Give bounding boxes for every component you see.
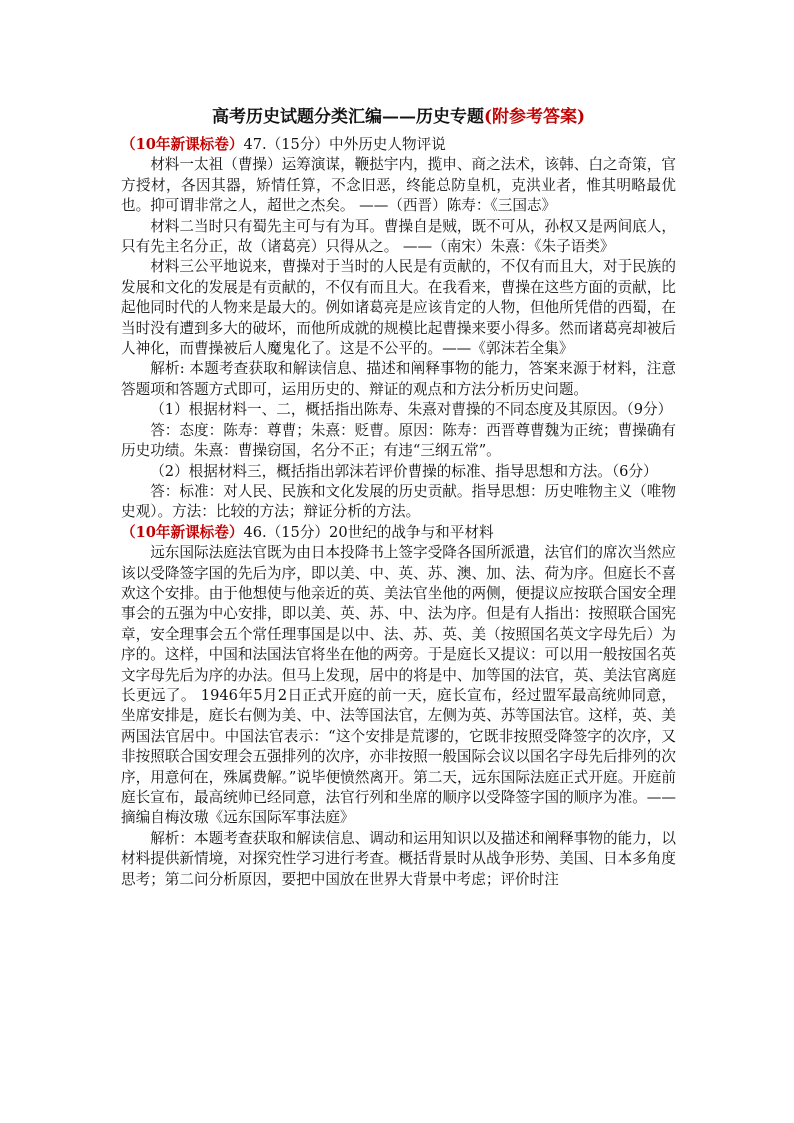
q1-source-tag: （10年新课标卷） — [121, 136, 244, 153]
q1-sub1-answer: 答：态度：陈寿：尊曹；朱熹：贬曹。原因：陈寿：西晋尊曹魏为正统；曹操确有历史功绩。朱熹：曹操窃国，名分不正；有违“三纲五常”。 — [121, 421, 676, 460]
q1-sub2-question: （2）根据材料三，概括指出郭沫若评价曹操的标准、指导思想和方法。（6分） — [150, 462, 658, 480]
q1-sub1-question: （1）根据材料一、二，概括指出陈寿、朱熹对曹操的不同态度及其原因。（9分） — [150, 401, 673, 419]
q1-header-text: 47.（15分）中外历史人物评说 — [243, 136, 446, 153]
q1-material1: 材料一太祖（曹操）运筹演谋，鞭挞宇内，揽申、商之法术，该韩、白之奇策，官方授材，各因其器，矫情任算，不念旧恶，终能总防皇机，克洪业者，惟其明略最优也。抑可谓非常之人，超世之杰矣。 ——（西晋）陈寿：《三国志》 — [121, 156, 676, 215]
document-title — [121, 105, 676, 129]
title-accent: (附参考答案) — [483, 107, 586, 127]
document-page — [121, 105, 676, 890]
q2-analysis: 解析：本题考查获取和解读信息、调动和运用知识以及描述和阐释事物的能力，以材料提供新情境，对探究性学习进行考查。概括背景时从战争形势、美国、日本多角度思考；第二问分析原因，要把中国放在世界大背景中考虑；评价时注 — [121, 829, 676, 888]
q1-sub2-answer: 答：标准：对人民、民族和文化发展的历史贡献。指导思想：历史唯物主义（唯物史观）。方法：比较的方法；辩证分析的方法。 — [121, 482, 676, 521]
q1-analysis: 解析: 本题考查获取和解读信息、描述和阐释事物的能力，答案来源于材料，注意答题项和答题方式即可，运用历史的、辩证的观点和方法分析历史问题。 — [121, 360, 676, 398]
q1-header — [121, 135, 676, 155]
q2-header — [121, 523, 676, 543]
q2-material: 远东国际法庭法官既为由日本投降书上签字受降各国所派遣，法官们的席次当然应该以受降签字国的先后为序，即以美、中、英、苏、澳、加、法、荷为序。但庭长不喜欢这个安排。由于他想使与他亲近的英、美法官坐他的两侧，便提议应按联合国安全理事会的五强为中心安排，即以美、英、苏、中、法为序。但是有人指出：按照联合国宪章，安全理事会五个常任理事国是以中、法、苏、英、美（按照国名英文字母先后）为序的。这样，中国和法国法官将坐在他的两旁。于是庭长又提议：可以用一般按国名英文字母先后为序的办法。但马上发现，居中的将是中、加等国的法官，英、美法官离庭长更远了。 1946年5月2日正式开庭的前一天，庭长宣布，经过盟军最高统帅同意，坐席安排是，庭长右侧为美、中、法等国法官，左侧为英、苏等国法官。这样，英、美两国法官居中。中国法官表示：“这个安排是荒谬的，它既非按照受降签字的次序，又非按照联合国安理会五强排列的次序，亦非按照一般国际会议以国名字母先后排列的次序，用意何在，殊属费解。”说毕便愤然离开。第二天，远东国际法庭正式开庭。开庭前庭长宣布，最高统帅已经同意，法官行列和坐席的顺序以受降签字国的顺序为准。——摘编自梅汝璈《远东国际军事法庭》 — [121, 544, 676, 827]
q2-header-text: 46.（15分）20世纪的战争与和平材料 — [243, 523, 494, 541]
q1-material2: 材料二当时只有蜀先主可与有为耳。曹操自是贼，既不可从，孙权又是两间底人，只有先主名分正，故（诸葛亮）只得从之。 ——（南宋）朱熹：《朱子语类》 — [121, 217, 676, 256]
q2-source-tag: （10年新课标卷） — [121, 523, 244, 541]
title-main: 高考历史试题分类汇编——历史专题 — [211, 107, 484, 127]
q1-material3: 材料三公平地说来，曹操对于当时的人民是有贡献的，不仅有而且大，对于民族的发展和文化的发展是有贡献的，不仅有而且大。在我看来，曹操在这些方面的贡献，比起他同时代的人物来是最大的。例如诸葛亮是应该肯定的人物，但他所凭借的西蜀，在当时没有遭到多大的破坏，而他所成就的规模比起曹操来要小得多。然而诸葛亮却被后人神化，而曹操被后人魔鬼化了。这是不公平的。——《郭沫若全集》 — [121, 258, 676, 358]
